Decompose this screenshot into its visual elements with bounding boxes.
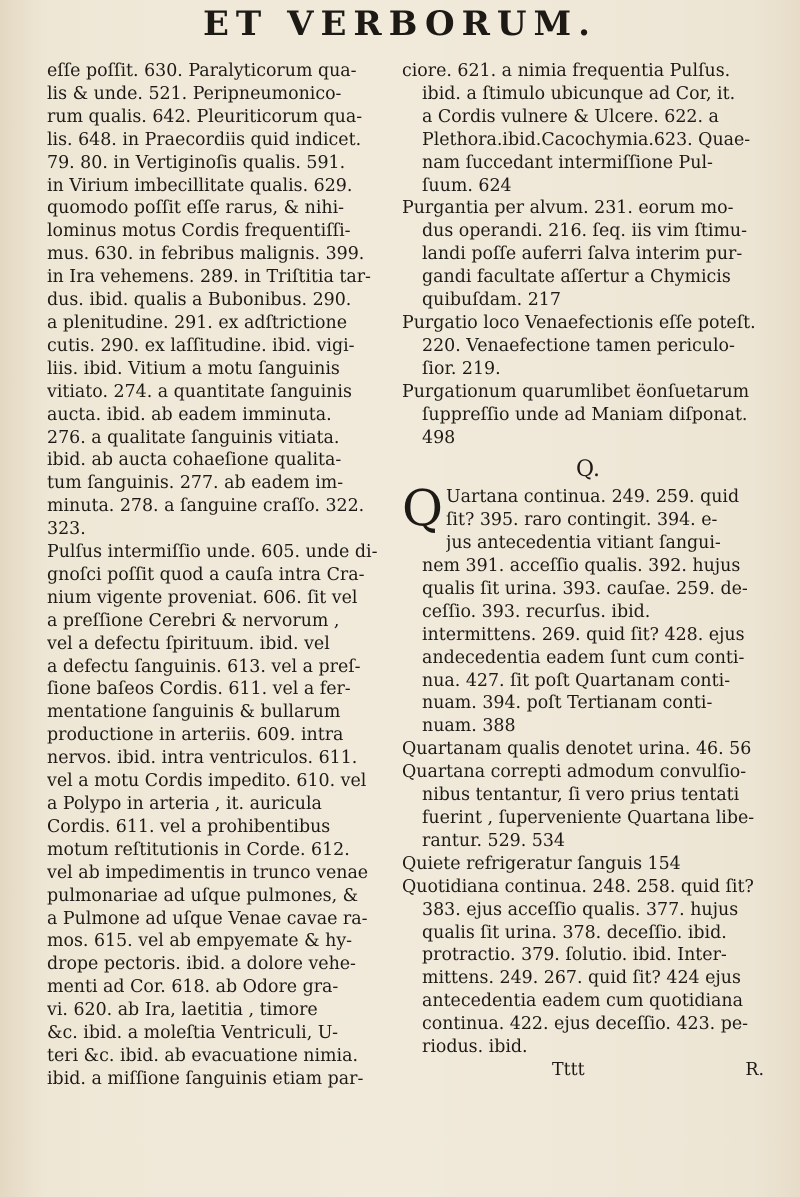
index-line: Quotidiana continua. 248. 258. quid ſit? [402, 876, 754, 897]
left-column [47, 60, 389, 1091]
index-line: gandi facultate aſſertur a Chymicis [422, 267, 731, 288]
index-line: Cordis. 611. vel a prohibentibus [47, 816, 331, 837]
index-line: minuta. 278. a ſanguine craſſo. 322. [47, 496, 365, 517]
index-line: dus. ibid. qualis a Bubonibus. 290. [47, 290, 352, 311]
index-line: quomodo poſſit eſſe rarus, & nihi- [47, 198, 345, 219]
index-line: lominus motus Cordis frequentiſſi- [47, 221, 351, 242]
index-line: a Cordis vulnere & Ulcere. 622. a [422, 106, 719, 127]
index-line: gnoſci poſſit quod a cauſa intra Cra- [47, 564, 365, 585]
index-line: Quartana correpti admodum convulſio- [402, 762, 747, 783]
index-line: mentatione ſanguinis & bullarum [47, 702, 341, 723]
index-line: nem 391. acceſſio qualis. 392. hujus [422, 556, 741, 577]
index-line: menti ad Cor. 618. ab Odore gra- [47, 977, 339, 998]
page-footer [402, 1059, 774, 1082]
index-line: nervos. ibid. intra ventriculos. 611. [47, 748, 358, 769]
index-line: dus operandi. 216. ſeq. iis vim ſtimu- [422, 221, 748, 242]
index-line: landi poſſe auferri ſalva interim pur- [422, 244, 743, 265]
index-line: ibid. a ſtimulo ubicunque ad Cor, it. [422, 83, 736, 104]
index-line: fuerint , ſuperveniente Quartana libe- [422, 808, 755, 828]
index-line: andecedentia eadem ſunt cum conti- [422, 647, 745, 668]
index-line: a Pulmone ad uſque Venae cavae ra- [47, 908, 368, 929]
section-letter: Q. [576, 457, 600, 483]
index-line: a preſſione Cerebri & nervorum , [47, 610, 340, 631]
index-line: vel a defectu ſpirituum. ibid. vel [47, 633, 330, 654]
index-line: liis. ibid. Vitium a motu ſanguinis [47, 358, 340, 379]
index-line: nuam. 388 [422, 716, 516, 737]
index-line: nibus tentantur, ſi vero prius tentati [422, 785, 740, 806]
dropcap-letter: Q [402, 479, 443, 538]
index-line: cutis. 290. ex laſſitudine. ibid. vigi- [47, 335, 355, 356]
index-line: eſſe poſſit. 630. Paralyticorum qua- [47, 61, 357, 81]
index-line: Pulſus intermiſſio unde. 605. unde di- [47, 542, 378, 563]
index-line: 323. [47, 519, 86, 540]
index-line: Quiete refrigeratur ſanguis 154 [402, 853, 681, 874]
index-line: mos. 615. vel ab empyemate & hy- [47, 931, 353, 952]
index-line: aucta. ibid. ab eadem imminuta. [47, 404, 332, 425]
index-line: a Polypo in arteria , it. auricula [47, 794, 322, 814]
index-line: 79. 80. in Vertiginoſis qualis. 591. [47, 152, 346, 173]
running-header: ET VERBORUM. [203, 4, 597, 44]
index-line: a defectu ſanguinis. 613. vel a preſ- [47, 656, 361, 677]
index-line: Plethora.ibid.Cacochymia.623. Quae- [422, 129, 751, 150]
index-line: mittens. 249. 267. quid ſit? 424 ejus [422, 968, 741, 989]
index-line: pulmonariae ad uſque pulmones, & [47, 885, 359, 906]
index-line: protractio. 379. ſolutio. ibid. Inter- [422, 945, 727, 966]
index-line: Quartanam qualis denotet urina. 46. 56 [402, 739, 752, 760]
index-line: teri &c. ibid. ab evacuatione nimia. [47, 1045, 358, 1066]
index-line: 220. Venaefectione tamen periculo- [422, 335, 735, 356]
index-line: nuam. 394. poſt Tertianam conti- [422, 693, 713, 714]
index-line: a plenitudine. 291. ex adſtrictione [47, 312, 348, 333]
index-line: lis & unde. 521. Peripneumonico- [47, 83, 342, 104]
index-line: vel a motu Cordis impedito. 610. vel [47, 771, 367, 792]
index-line: ſuppreſſio unde ad Maniam diſponat. [422, 404, 748, 425]
index-line: continua. 422. ejus deceſſio. 423. pe- [422, 1014, 749, 1035]
index-line: ibid. a miſſione ſanguinis etiam par- [47, 1068, 364, 1089]
index-line: rum qualis. 642. Pleuriticorum qua- [47, 106, 363, 127]
index-line: in Virium imbecillitate qualis. 629. [47, 175, 353, 196]
index-line: riodus. ibid. [422, 1037, 528, 1058]
right-column [402, 60, 774, 1082]
index-line: Purgantia per alvum. 231. eorum mo- [402, 198, 734, 219]
dropcap-block [402, 479, 774, 555]
index-line: vel ab impedimentis in trunco venae [47, 862, 369, 883]
index-line: ceſſio. 393. recurſus. ibid. [422, 601, 651, 622]
index-line: drope pectoris. ibid. a dolore vehe- [47, 954, 356, 975]
index-line: nua. 427. ſit poſt Quartanam conti- [422, 670, 731, 691]
index-line: 276. a qualitate ſanguinis vitiata. [47, 427, 340, 448]
index-line: tum ſanguinis. 277. ab eadem im- [47, 473, 344, 494]
index-line: motum reſtitutionis in Corde. 612. [47, 839, 350, 860]
catchword: R. [745, 1059, 764, 1080]
index-line: intermittens. 269. quid ſit? 428. ejus [422, 624, 745, 645]
index-line: lis. 648. in Praecordiis quid indicet. [47, 129, 362, 150]
index-line: vitiato. 274. a quantitate ſanguinis [47, 381, 352, 402]
index-line: in Ira vehemens. 289. in Triſtitia tar- [47, 267, 371, 288]
index-line: jus antecedentia vitiant ſangui- [446, 533, 721, 554]
index-line: quibuſdam. 217 [422, 290, 561, 311]
index-line: 383. ejus acceſſio qualis. 377. hujus [422, 899, 739, 920]
signature-mark: Tttt [552, 1059, 585, 1080]
index-line: nam ſuccedant intermiſſione Pul- [422, 152, 713, 173]
index-line: nium vigente proveniat. 606. ſit vel [47, 587, 358, 608]
index-line: antecedentia eadem cum quotidiana [422, 991, 743, 1012]
index-line: Purgatio loco Venaefectionis eſſe poteſt. [402, 312, 756, 333]
index-line: qualis ſit urina. 378. deceſſio. ibid. [422, 922, 727, 943]
index-line: ſuum. 624 [422, 175, 512, 196]
index-line: vi. 620. ab Ira, laetitia , timore [47, 1000, 318, 1021]
index-line: Uartana continua. 249. 259. quid [446, 487, 740, 508]
index-line: &c. ibid. a moleſtia Ventriculi, U- [47, 1023, 338, 1044]
index-line: ibid. ab aucta cohaeſione qualita- [47, 450, 342, 471]
index-line: ſit? 395. raro contingit. 394. e- [446, 510, 718, 531]
index-line: Purgationum quarumlibet ëonſuetarum [402, 381, 750, 402]
index-line: rantur. 529. 534 [422, 830, 565, 851]
index-line: mus. 630. in febribus malignis. 399. [47, 244, 365, 265]
index-line: productione in arteriis. 609. intra [47, 725, 344, 746]
index-line: qualis ſit urina. 393. cauſae. 259. de- [422, 578, 748, 599]
index-line: ciore. 621. a nimia frequentia Pulſus. [402, 61, 731, 81]
index-line: 498 [422, 427, 456, 448]
index-line: ſior. 219. [422, 358, 501, 379]
index-line: ſione baſeos Cordis. 611. vel a fer- [47, 679, 351, 700]
